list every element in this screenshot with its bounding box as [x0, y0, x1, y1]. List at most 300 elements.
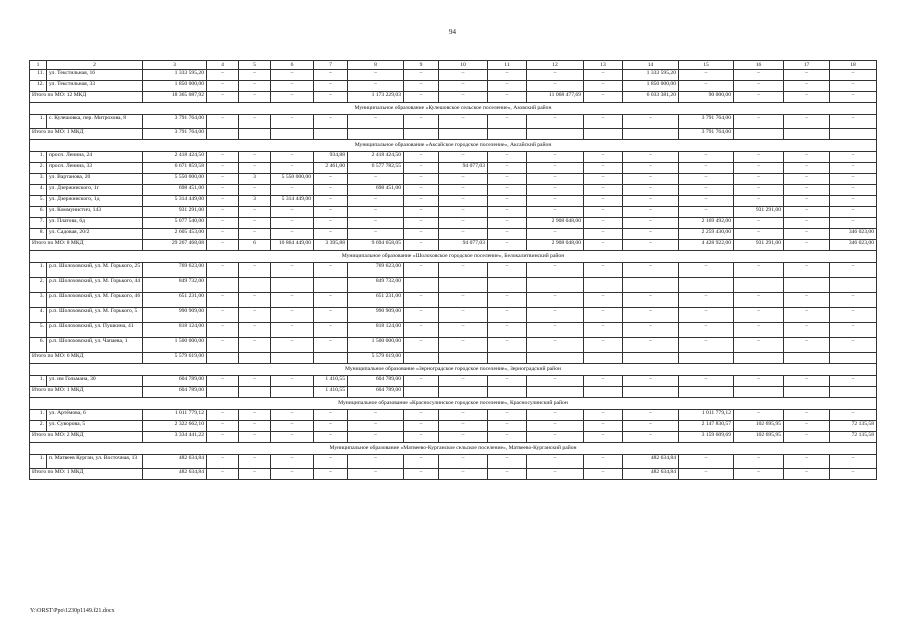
table-cell: – [784, 196, 830, 207]
section-header-row [30, 398, 877, 410]
table-cell: – [271, 338, 314, 353]
table-cell: – [527, 410, 584, 421]
table-cell: – [527, 432, 584, 443]
section-header-row [30, 103, 877, 115]
table-cell: 990 909,00 [143, 308, 207, 323]
table-cell: 18 365 087,92 [143, 92, 207, 103]
table-row [30, 163, 877, 174]
table-cell: – [271, 81, 314, 92]
table-cell: – [348, 410, 404, 421]
table-cell: – [584, 196, 623, 207]
table-cell: – [207, 115, 239, 129]
table-cell: – [271, 115, 314, 129]
table-cell: 818 124,00 [143, 323, 207, 338]
table-cell: – [439, 376, 488, 387]
table-cell: 2 169 492,00 [679, 218, 734, 229]
table-cell: – [488, 152, 527, 163]
table-cell: – [584, 410, 623, 421]
table-cell: – [584, 163, 623, 174]
data-table [29, 60, 877, 480]
table-cell: – [314, 432, 348, 443]
table-cell: – [207, 455, 239, 469]
address-cell: ул. Вартанова, 20 [47, 174, 143, 185]
municipality-title: Муниципальное образование «Матвеево-Курганское сельское поселение», Матвеево-Курганский район [30, 443, 877, 455]
table-cell: – [239, 308, 271, 323]
table-cell: – [527, 338, 584, 353]
total-label: Итого по МО: 6 МКД [30, 353, 143, 364]
row-number: 2. [30, 421, 47, 432]
table-cell: – [404, 432, 439, 443]
total-label: Итого по МО: 1 МКД [30, 469, 143, 480]
table-cell: – [207, 163, 239, 174]
table-cell: 3 791 764,00 [679, 115, 734, 129]
table-cell: – [439, 196, 488, 207]
table-cell: – [623, 185, 679, 196]
table-cell: 6 671 859,58 [143, 163, 207, 174]
address-cell: просп. Ленина, 24 [47, 152, 143, 163]
table-cell: – [314, 263, 348, 278]
total-row [30, 353, 877, 364]
table-cell: – [271, 152, 314, 163]
table-cell: – [679, 376, 734, 387]
table-cell: – [830, 92, 877, 103]
table-cell: – [239, 70, 271, 81]
table-cell: – [527, 421, 584, 432]
table-cell: 698 451,00 [143, 185, 207, 196]
table-cell: – [734, 323, 784, 338]
address-cell: ул. Платова, 6д [47, 218, 143, 229]
table-cell: – [439, 229, 488, 240]
table-cell: – [734, 196, 784, 207]
address-cell: ул. Садовая, 20/2 [47, 229, 143, 240]
table-cell: – [239, 338, 271, 353]
table-cell: – [239, 293, 271, 308]
table-cell [734, 353, 784, 364]
table-cell: – [527, 115, 584, 129]
table-cell: 1 011 779,12 [679, 410, 734, 421]
table-cell: 29 267 468,08 [143, 240, 207, 251]
table-cell [830, 129, 877, 140]
table-cell: 482 634,84 [143, 469, 207, 480]
table-cell: – [271, 185, 314, 196]
table-row [30, 185, 877, 196]
address-cell: просп. Ленина, 33 [47, 163, 143, 174]
table-cell: – [527, 323, 584, 338]
table-cell: 5 314 449,00 [271, 196, 314, 207]
address-cell: ул. Текстильная, 33 [47, 81, 143, 92]
table-cell [527, 278, 584, 293]
table-cell: – [830, 308, 877, 323]
column-number: 14 [623, 61, 679, 70]
table-cell: – [404, 207, 439, 218]
table-cell: – [404, 410, 439, 421]
table-cell: – [784, 185, 830, 196]
table-cell: – [271, 432, 314, 443]
table-cell: 10 864 449,00 [271, 240, 314, 251]
table-cell [784, 387, 830, 398]
table-cell: – [239, 115, 271, 129]
table-cell [314, 129, 348, 140]
table-cell: – [239, 263, 271, 278]
table-cell [404, 353, 439, 364]
table-cell: – [488, 229, 527, 240]
table-cell: – [584, 421, 623, 432]
table-cell: – [584, 92, 623, 103]
table-cell: – [584, 207, 623, 218]
table-cell: – [348, 469, 404, 480]
table-cell: – [488, 263, 527, 278]
row-number: 6. [30, 207, 47, 218]
table-cell [207, 353, 239, 364]
table-cell: – [404, 293, 439, 308]
table-cell: – [239, 410, 271, 421]
table-cell: – [239, 152, 271, 163]
table-cell: – [830, 115, 877, 129]
row-number: 8. [30, 229, 47, 240]
table-cell: – [488, 218, 527, 229]
table-cell: – [584, 229, 623, 240]
table-cell: – [404, 70, 439, 81]
table-cell: – [207, 240, 239, 251]
table-cell: – [679, 163, 734, 174]
table-cell [623, 387, 679, 398]
table-cell: 931 291,00 [734, 240, 784, 251]
table-cell: – [679, 455, 734, 469]
address-cell: р.п. Шолоховский, ул. М. Горького, 46 [47, 293, 143, 308]
table-cell: – [271, 218, 314, 229]
table-cell [239, 129, 271, 140]
table-cell: – [584, 455, 623, 469]
table-cell: – [207, 338, 239, 353]
table-cell: – [404, 323, 439, 338]
table-cell: – [679, 185, 734, 196]
table-cell: – [488, 115, 527, 129]
table-cell: 931 291,00 [143, 207, 207, 218]
table-cell: – [679, 70, 734, 81]
table-cell: – [623, 152, 679, 163]
table-cell: – [314, 115, 348, 129]
table-cell: 1 333 595,20 [143, 70, 207, 81]
table-cell: – [239, 218, 271, 229]
address-cell: р.п. Шолоховский, ул. М. Горького, 44 [47, 278, 143, 293]
table-cell: – [527, 207, 584, 218]
table-cell: – [584, 185, 623, 196]
address-cell: ул. Дзержинского, 1г [47, 185, 143, 196]
table-cell: – [207, 70, 239, 81]
table-row [30, 338, 877, 353]
row-number: 1. [30, 376, 47, 387]
table-cell: – [679, 263, 734, 278]
table-cell: – [784, 338, 830, 353]
table-cell: – [830, 376, 877, 387]
table-cell: – [488, 469, 527, 480]
table-row [30, 218, 877, 229]
table-cell: – [734, 455, 784, 469]
table-cell [271, 278, 314, 293]
table-cell: 3 791 764,00 [143, 115, 207, 129]
row-number: 1. [30, 263, 47, 278]
table-cell: – [239, 81, 271, 92]
table-cell: – [734, 152, 784, 163]
table-cell: 94 077,03 [439, 240, 488, 251]
table-cell: – [404, 196, 439, 207]
table-cell: – [239, 163, 271, 174]
table-cell: – [488, 410, 527, 421]
table-cell: – [830, 185, 877, 196]
table-cell: – [488, 70, 527, 81]
table-cell: – [584, 218, 623, 229]
table-cell: – [271, 207, 314, 218]
table-cell: – [207, 152, 239, 163]
table-cell: 2 418 424,50 [143, 152, 207, 163]
row-number: 5. [30, 323, 47, 338]
table-cell: – [314, 92, 348, 103]
table-cell: 9 694 658,05 [348, 240, 404, 251]
row-number: 1. [30, 455, 47, 469]
table-cell [239, 353, 271, 364]
table-cell: – [584, 308, 623, 323]
table-cell: – [488, 81, 527, 92]
column-number: 2 [47, 61, 143, 70]
table-cell: 1 500 000,00 [348, 338, 404, 353]
table-cell: 2 908 048,00 [527, 218, 584, 229]
table-cell: – [271, 308, 314, 323]
total-row [30, 432, 877, 443]
column-number: 11 [488, 61, 527, 70]
table-cell: – [679, 196, 734, 207]
address-cell: ул. Коммунистич, 143 [47, 207, 143, 218]
table-cell: – [271, 376, 314, 387]
table-cell: – [784, 92, 830, 103]
table-cell: – [623, 240, 679, 251]
table-cell: – [314, 70, 348, 81]
table-cell: – [784, 432, 830, 443]
table-cell: – [734, 469, 784, 480]
table-cell: – [207, 229, 239, 240]
table-cell: – [527, 263, 584, 278]
table-cell: – [348, 81, 404, 92]
table-cell: – [488, 323, 527, 338]
table-cell: – [830, 218, 877, 229]
total-label: Итого по МО: 8 МКД [30, 240, 143, 251]
table-cell: – [439, 455, 488, 469]
address-cell: р.п. Шолоховский, ул. М. Горького, 25 [47, 263, 143, 278]
table-cell: – [784, 174, 830, 185]
table-cell [734, 129, 784, 140]
table-cell: – [734, 293, 784, 308]
table-cell: – [830, 174, 877, 185]
table-cell: – [679, 323, 734, 338]
table-cell: – [734, 338, 784, 353]
table-cell: 2 605 453,00 [143, 229, 207, 240]
table-cell: – [784, 421, 830, 432]
table-cell: – [784, 81, 830, 92]
table-cell [404, 278, 439, 293]
table-cell: – [314, 185, 348, 196]
table-cell: – [314, 323, 348, 338]
table-cell: – [830, 293, 877, 308]
table-cell: 482 634,84 [623, 455, 679, 469]
table-cell: – [271, 163, 314, 174]
table-cell: 5 579 619,00 [348, 353, 404, 364]
table-row [30, 115, 877, 129]
table-cell: – [439, 81, 488, 92]
table-cell: – [784, 410, 830, 421]
table-cell: – [734, 218, 784, 229]
total-row [30, 387, 877, 398]
row-number: 1. [30, 115, 47, 129]
table-cell: – [584, 293, 623, 308]
table-cell: – [584, 376, 623, 387]
table-cell: – [207, 174, 239, 185]
table-cell: – [348, 174, 404, 185]
table-cell: – [271, 263, 314, 278]
row-number: 3. [30, 174, 47, 185]
table-cell [207, 129, 239, 140]
table-cell: – [348, 421, 404, 432]
table-cell: – [404, 376, 439, 387]
table-cell: – [784, 263, 830, 278]
table-cell: 1 333 595,20 [623, 70, 679, 81]
table-cell: – [404, 92, 439, 103]
table-row [30, 152, 877, 163]
table-cell: – [439, 308, 488, 323]
table-cell [314, 353, 348, 364]
table-cell: – [734, 308, 784, 323]
table-cell: – [488, 174, 527, 185]
table-cell [314, 278, 348, 293]
table-cell: – [314, 229, 348, 240]
table-cell: – [830, 410, 877, 421]
table-cell: 931 291,00 [734, 207, 784, 218]
table-cell: – [527, 455, 584, 469]
table-cell: – [239, 376, 271, 387]
table-cell [404, 387, 439, 398]
table-cell: – [314, 81, 348, 92]
table-row [30, 196, 877, 207]
address-cell: ул. им Гольмана, 30 [47, 376, 143, 387]
table-cell: – [314, 174, 348, 185]
section-header-row [30, 140, 877, 152]
table-cell: 72 135,58 [830, 421, 877, 432]
table-cell: 346 023,00 [830, 229, 877, 240]
table-cell: – [488, 240, 527, 251]
table-cell: – [623, 432, 679, 443]
table-cell: 4 428 922,00 [679, 240, 734, 251]
table-cell [488, 129, 527, 140]
table-cell: – [348, 218, 404, 229]
table-cell: – [348, 432, 404, 443]
table-cell [527, 129, 584, 140]
table-row [30, 229, 877, 240]
table-cell: – [623, 218, 679, 229]
table-cell [784, 129, 830, 140]
table-cell: – [271, 293, 314, 308]
table-cell: – [207, 376, 239, 387]
table-cell: – [207, 263, 239, 278]
table-cell: – [623, 308, 679, 323]
section-header-row [30, 251, 877, 263]
table-cell: – [404, 218, 439, 229]
table-row [30, 263, 877, 278]
table-cell: – [439, 92, 488, 103]
table-cell [623, 129, 679, 140]
page-number: 94 [449, 28, 456, 36]
table-row [30, 70, 877, 81]
table-cell: 2 418 424,50 [348, 152, 404, 163]
table-cell: – [271, 92, 314, 103]
total-label: Итого по МО: 1 МКД [30, 129, 143, 140]
column-number: 15 [679, 61, 734, 70]
table-cell [679, 278, 734, 293]
table-cell: – [271, 469, 314, 480]
table-cell: 72 135,58 [830, 432, 877, 443]
table-cell: 6 577 782,55 [348, 163, 404, 174]
table-cell: – [404, 338, 439, 353]
table-row [30, 323, 877, 338]
table-cell: 102 695,95 [734, 421, 784, 432]
table-cell: – [404, 115, 439, 129]
table-cell [439, 278, 488, 293]
column-number: 10 [439, 61, 488, 70]
table-cell: 482 634,84 [623, 469, 679, 480]
table-cell: – [207, 421, 239, 432]
table-cell: – [348, 196, 404, 207]
table-cell [679, 387, 734, 398]
table-cell: – [239, 92, 271, 103]
table-cell: – [207, 323, 239, 338]
table-cell: – [679, 152, 734, 163]
table-cell [439, 353, 488, 364]
table-cell: – [784, 218, 830, 229]
table-cell: – [784, 323, 830, 338]
table-cell: – [439, 174, 488, 185]
table-cell: – [207, 308, 239, 323]
table-cell: – [207, 81, 239, 92]
table-cell: – [239, 207, 271, 218]
table-cell: – [679, 308, 734, 323]
table-cell: 934,88 [314, 152, 348, 163]
table-cell: 1 410,55 [314, 376, 348, 387]
table-cell: – [784, 207, 830, 218]
table-cell [348, 129, 404, 140]
table-cell [488, 278, 527, 293]
table-cell: – [784, 308, 830, 323]
table-cell: – [314, 410, 348, 421]
table-cell: – [439, 218, 488, 229]
column-number: 3 [143, 61, 207, 70]
section-header-row [30, 443, 877, 455]
table-cell: – [239, 469, 271, 480]
table-cell: 1 173 229,03 [348, 92, 404, 103]
table-row [30, 207, 877, 218]
table-cell: – [439, 323, 488, 338]
table-cell: – [623, 338, 679, 353]
table-cell: – [314, 207, 348, 218]
table-cell: 482 634,84 [143, 455, 207, 469]
table-cell: 102 695,95 [734, 432, 784, 443]
table-cell: – [830, 163, 877, 174]
table-cell: 769 623,00 [348, 263, 404, 278]
table-cell: – [830, 207, 877, 218]
table-cell: – [207, 432, 239, 443]
table-cell: – [623, 163, 679, 174]
table-cell: – [830, 81, 877, 92]
table-cell: – [623, 196, 679, 207]
table-cell: – [271, 229, 314, 240]
table-cell: 11 068 477,69 [527, 92, 584, 103]
table-cell [623, 278, 679, 293]
